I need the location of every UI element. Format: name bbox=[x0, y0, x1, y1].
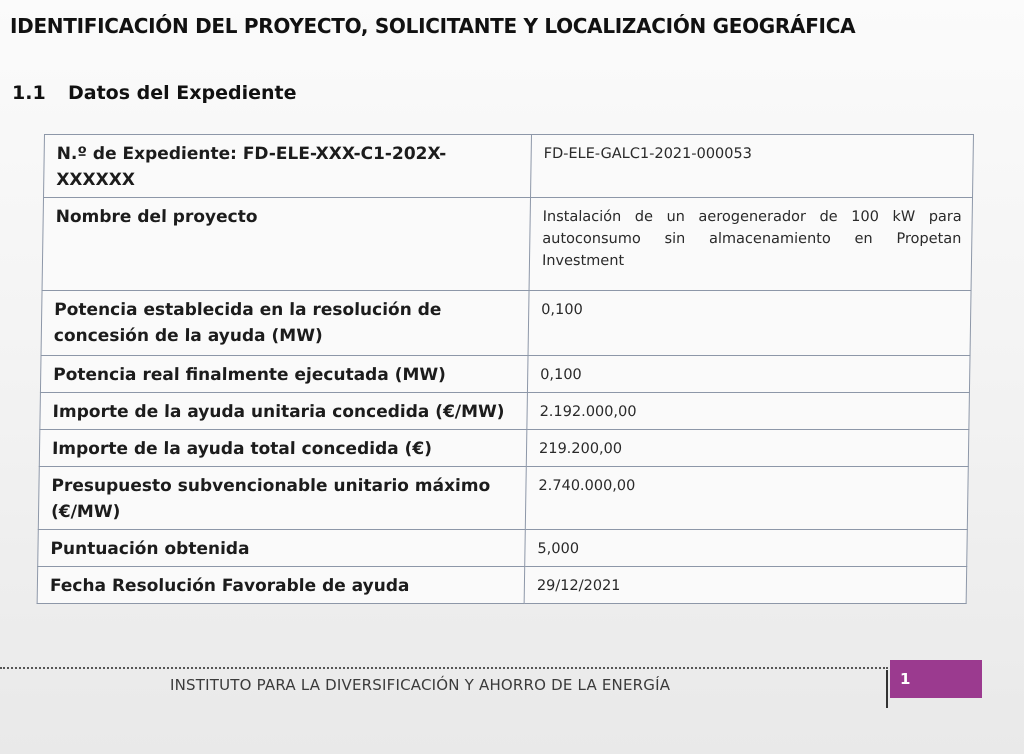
expediente-table bbox=[37, 134, 974, 604]
row-value-potencia-real: 0,100 bbox=[527, 356, 970, 393]
table-row bbox=[44, 135, 974, 198]
row-value-potencia-establecida: 0,100 bbox=[528, 291, 971, 356]
footer-divider bbox=[0, 667, 888, 669]
row-label-potencia-real: Potencia real finalmente ejecutada (MW) bbox=[40, 356, 528, 393]
row-value-presupuesto: 2.740.000,00 bbox=[525, 467, 968, 530]
table-row bbox=[38, 467, 968, 530]
table-row bbox=[39, 430, 969, 467]
table-row bbox=[42, 198, 972, 291]
row-value-ayuda-unitaria: 2.192.000,00 bbox=[527, 393, 970, 430]
section-heading bbox=[12, 82, 296, 104]
row-value-ayuda-total: 219.200,00 bbox=[526, 430, 969, 467]
table-row bbox=[40, 356, 970, 393]
expediente-table-wrapper bbox=[37, 134, 974, 604]
table-row bbox=[37, 567, 967, 604]
row-value-fecha-resolucion: 29/12/2021 bbox=[524, 567, 967, 604]
row-label-expediente: N.º de Expediente: FD-ELE-XXX-C1-202X-XXXXXX bbox=[44, 135, 532, 198]
table-row bbox=[40, 393, 970, 430]
row-value-puntuacion: 5,000 bbox=[525, 530, 968, 567]
row-label-ayuda-unitaria: Importe de la ayuda unitaria concedida (€/MW) bbox=[40, 393, 528, 430]
row-label-nombre-proyecto: Nombre del proyecto bbox=[42, 198, 530, 291]
table-row bbox=[38, 530, 968, 567]
section-title: Datos del Expediente bbox=[68, 82, 297, 104]
page-number-badge: 1 bbox=[890, 660, 982, 698]
row-value-expediente: FD-ELE-GALC1-2021-000053 bbox=[531, 135, 974, 198]
row-label-fecha-resolucion: Fecha Resolución Favorable de ayuda bbox=[37, 567, 525, 604]
main-heading: IDENTIFICACIÓN DEL PROYECTO, SOLICITANTE Y LOCALIZACIÓN GEOGRÁFICA bbox=[10, 14, 856, 38]
row-value-nombre-proyecto: Instalación de un aerogenerador de 100 kW para autoconsumo sin almacenamiento en Propetan Investment bbox=[529, 198, 972, 291]
row-label-ayuda-total: Importe de la ayuda total concedida (€) bbox=[39, 430, 527, 467]
section-number: 1.1 bbox=[12, 82, 46, 104]
row-label-puntuacion: Puntuación obtenida bbox=[38, 530, 526, 567]
row-label-potencia-establecida: Potencia establecida en la resolución de concesión de la ayuda (MW) bbox=[41, 291, 529, 356]
row-label-presupuesto: Presupuesto subvencionable unitario máximo (€/MW) bbox=[38, 467, 526, 530]
footer-organization: INSTITUTO PARA LA DIVERSIFICACIÓN Y AHORRO DE LA ENERGÍA bbox=[170, 676, 671, 694]
table-row bbox=[41, 291, 971, 356]
